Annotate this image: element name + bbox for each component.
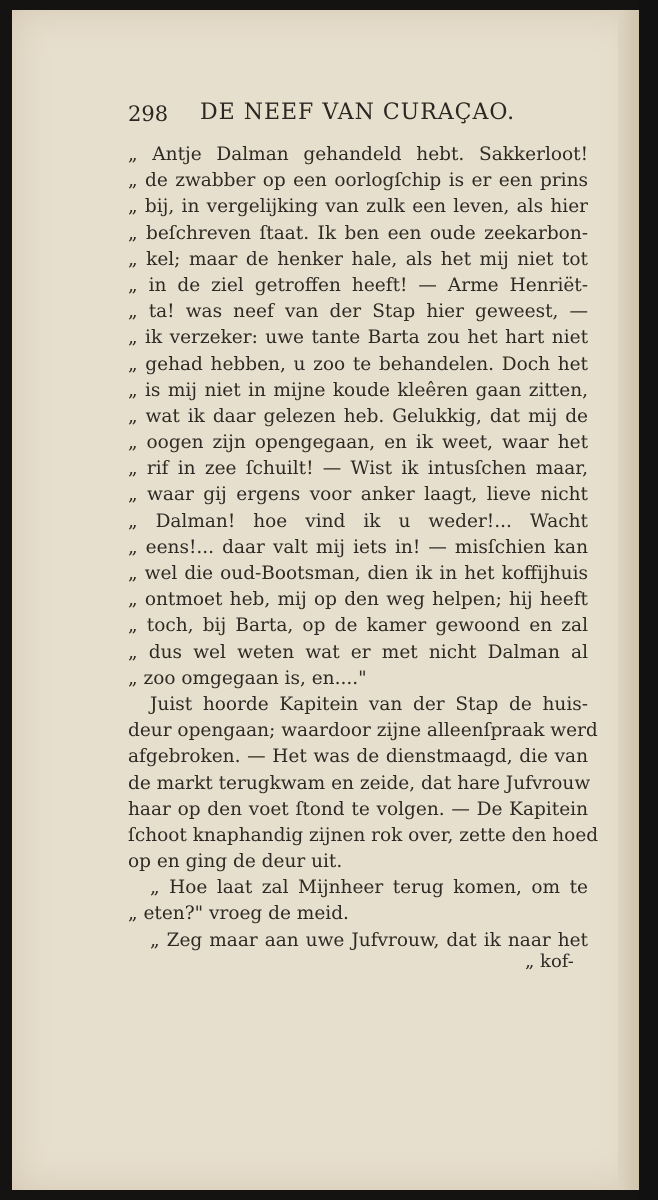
text-line: „ beſchreven ſtaat. Ik ben een oude zeekarbon- (128, 222, 588, 244)
text-line: Juist hoorde Kapitein van der Stap de huis- (150, 693, 588, 715)
text-line: ſchoot knaphandig zijnen rok over, zette den hoed (128, 824, 599, 846)
text-line: „ in de ziel getroffen heeft! — Arme Henriët- (128, 274, 588, 296)
text-line: „ zoo omgegaan is, en...." (128, 667, 367, 689)
text-line: „ eens!... daar valt mij iets in! — misſchien kan (128, 536, 588, 558)
text-line: „ rif in zee ſchuilt! — Wist ik intusſchen maar, (128, 458, 588, 480)
text-line: „ bij, in vergelijking van zulk een leven, als hier (128, 196, 588, 218)
running-head: DE NEEF VAN CURAÇAO. (200, 100, 516, 125)
text-line: deur opengaan; waardoor zijne alleenſpraak werd (128, 720, 598, 742)
text-line: „ Dalman! hoe vind ik u weder!... Wacht (128, 510, 588, 532)
text-line: „ gehad hebben, u zoo te behandelen. Doch het (128, 353, 588, 375)
scan-border (639, 0, 658, 1200)
catchword: „ kof- (525, 951, 574, 972)
text-line: „ ta! was neef van der Stap hier geweest, — (128, 301, 588, 323)
page-number: 298 (128, 102, 169, 126)
text-line: „ waar gij ergens voor anker laagt, lieve nicht (128, 484, 588, 506)
text-line: „ Zeg maar aan uwe Jufvrouw, dat ik naar het (150, 929, 588, 951)
text-line: „ dus wel weten wat er met nicht Dalman al (128, 641, 588, 663)
text-line: „ toch, bij Barta, op de kamer gewoond en zal (128, 615, 588, 637)
text-line: „ wel die oud-Bootsman, dien ik in het koffijhuis (128, 563, 588, 584)
text-line: „ eten?" vroeg de meid. (128, 903, 349, 925)
text-line: de markt terugkwam en zeide, dat hare Jufvrouw (128, 772, 591, 794)
text-line: op en ging de deur uit. (128, 851, 343, 873)
text-line: „ ik verzeker: uwe tante Barta zou het hart niet (128, 327, 588, 349)
page-edge (618, 10, 639, 1190)
text-block (128, 142, 599, 954)
page-header (128, 100, 588, 132)
text-line: haar op den voet ſtond te volgen. — De Kapitein (128, 798, 588, 820)
text-line: „ Hoe laat zal Mijnheer terug komen, om te (150, 877, 588, 899)
text-line: afgebroken. — Het was de dienstmaagd, die van (128, 746, 588, 768)
text-line: „ Antje Dalman gehandeld hebt. Sakkerloot! (128, 144, 588, 165)
text-line: „ wat ik daar gelezen heb. Gelukkig, dat mij de (128, 405, 588, 427)
text-line: „ kel; maar de henker hale, als het mij niet tot (128, 248, 588, 270)
text-line: „ de zwabber op een oorlogſchip is er een prins (128, 170, 588, 192)
text-line: „ ontmoet heb, mij op den weg helpen; hij heeft (128, 589, 588, 611)
text-line: „ oogen zijn opengegaan, en ik weet, waar het (128, 432, 588, 454)
text-line: „ is mij niet in mijne koude kleêren gaan zitten, (128, 379, 588, 401)
